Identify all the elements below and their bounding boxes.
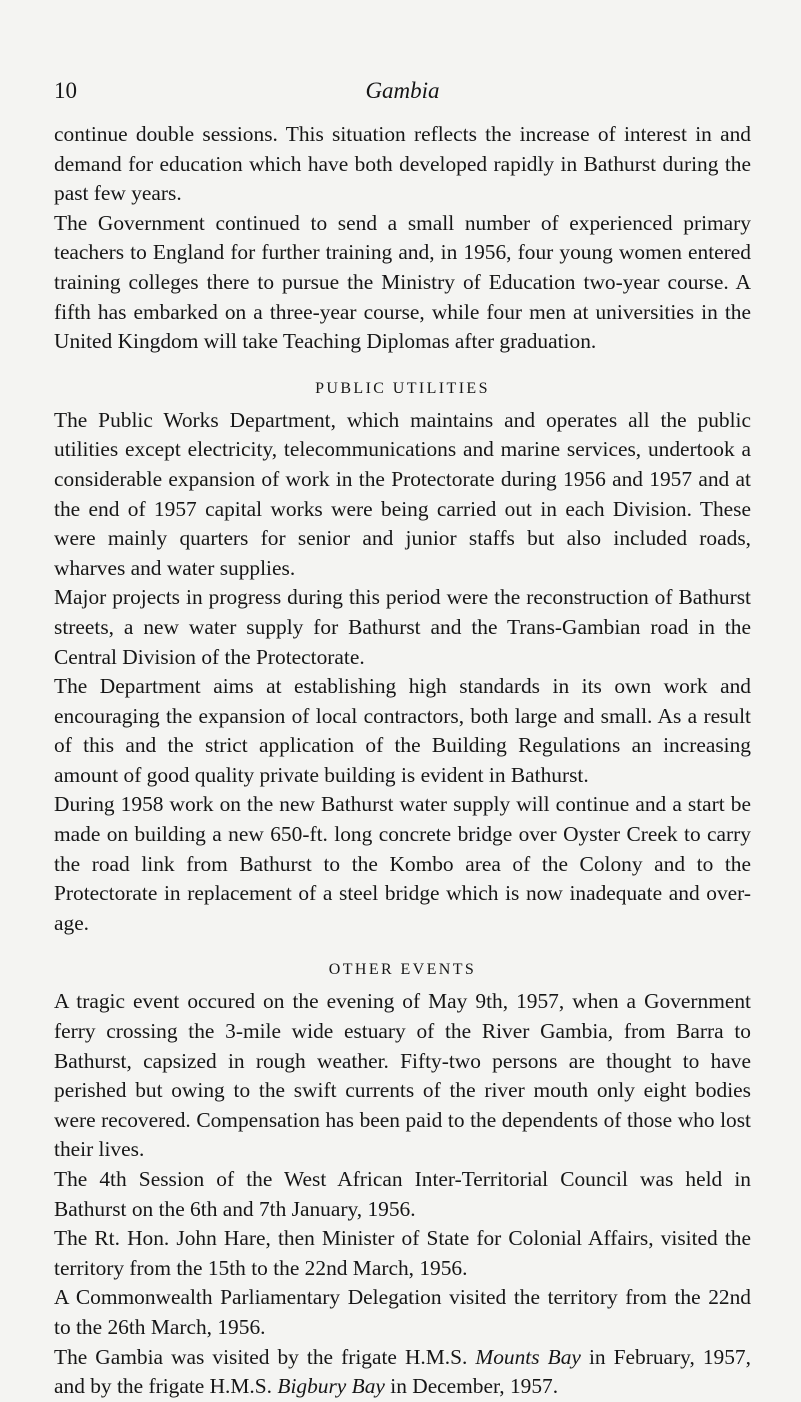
paragraph: During 1958 work on the new Bathurst water supply will continue and a start be made on building a new 650-ft. long concrete bridge over Oyster Creek to carry the road link from Bathurst to the Kombo area of the Colony and to the Protectorate in replacement of a steel bridge which is now inadequate and over-age. — [54, 792, 751, 935]
section-heading: OTHER EVENTS — [328, 961, 477, 979]
text-span: in December, 1957. — [384, 1374, 559, 1399]
text-span: The Gambia was visited by the frigate H.M.S. — [54, 1344, 476, 1369]
running-title: Gambia — [365, 78, 440, 103]
paragraph: The Government continued to send a small number of experienced primary teachers to England for further training and, in 1956, four young women entered training colleges there to pursue the Ministry of Education two-year course. A fifth has embarked on a three-year course, while four men at universities in the United Kingdom will take Teaching Diplomas after graduation. — [54, 210, 751, 354]
paragraph: Major projects in progress during this period were the reconstruction of Bathurst streets, a new water supply for Bathurst and the Trans-Gambian road in the Central Division of the Protectorate. — [54, 585, 751, 669]
section-public-utilities — [54, 378, 751, 939]
page-number: 10 — [54, 78, 77, 103]
paragraph: A Commonwealth Parliamentary Delegation visited the territory from the 22nd to the 26th March, 1956. — [54, 1285, 751, 1339]
section-heading: PUBLIC UTILITIES — [315, 379, 490, 397]
paragraph: The Rt. Hon. John Hare, then Minister of State for Colonial Affairs, visited the territory from the 15th to the 22nd March, 1956. — [54, 1226, 751, 1280]
paragraph: continue double sessions. This situation reflects the increase of interest in and demand for education which have both developed rapidly in Bathurst during the past few years. — [54, 122, 751, 206]
paragraph-ship-visits — [54, 1343, 751, 1402]
section-education-continued — [54, 120, 751, 357]
paragraph: A tragic event occured on the evening of May 9th, 1957, when a Government ferry crossing the 3-mile wide estuary of the River Gambia, from Barra to Bathurst, capsized in rough weather. Fifty-two persons are thought to have perished but owing to the swift currents of the river mouth only eight bodies were recovered. Compensation has been paid to the dependents of those who lost their lives. — [54, 989, 751, 1162]
ship-name: Mounts Bay — [475, 1344, 581, 1369]
section-other-events — [54, 959, 751, 1401]
paragraph: The Department aims at establishing high standards in its own work and encouraging the expansion of local contractors, both large and small. As a result of this and the strict application of the Building Regulations an increasing amount of good quality private building is evident in Bathurst. — [54, 674, 751, 787]
paragraph: The 4th Session of the West African Inter-Territorial Council was held in Bathurst on the 6th and 7th January, 1956. — [54, 1167, 751, 1221]
running-header — [54, 78, 751, 118]
text-span: in February, 1957, and by the frigate H.M.S. — [54, 1344, 751, 1399]
ship-name: Bigbury Bay — [277, 1374, 385, 1399]
paragraph: The Public Works Department, which maintains and operates all the public utilities except electricity, telecommunications and marine services, undertook a considerable expansion of work in the Protectorate during 1956 and 1957 and at the end of 1957 capital works were being carried out in each Division. These were mainly quarters for senior and junior staffs but also included roads, wharves and water supplies. — [54, 407, 751, 580]
